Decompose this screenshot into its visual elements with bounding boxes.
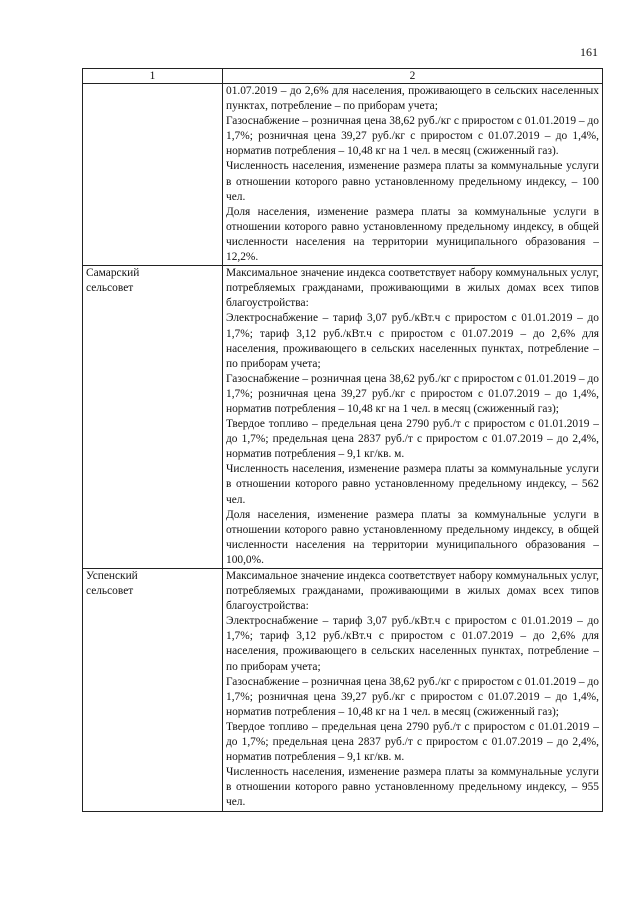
index-description-cell	[223, 569, 603, 812]
table-header-col-1: 1	[83, 69, 223, 84]
description-paragraph: Доля населения, изменение размера платы за коммунальные услуги в отношении которого равно установленному предельному индексу, в общей численности населения на территории муниципального образования – 12,2%.	[226, 205, 599, 264]
description-paragraph: 01.07.2019 – до 2,6% для населения, проживающего в сельских населенных пунктах, потребление – по приборам учета;	[226, 85, 599, 113]
table-header-row	[83, 69, 603, 84]
description-paragraph: Газоснабжение – розничная цена 38,62 руб./кг с приростом с 01.01.2019 – до 1,7%; розничная цена 39,27 руб./кг с приростом с 01.07.2019 – до 1,4%, норматив потребления – 10,48 кг на 1 чел. в месяц (сжиженный газ).	[226, 115, 599, 158]
document-table	[82, 68, 603, 812]
table-body	[83, 84, 603, 812]
description-paragraph: Электроснабжение – тариф 3,07 руб./кВт.ч с приростом с 01.01.2019 – до 1,7%; тариф 3,12 руб./кВт.ч с приростом с 01.07.2019 – до 2,6% для населения, проживающего в сельских населенных пунктах, потребление – по приборам учета;	[226, 615, 599, 673]
description-paragraph: Электроснабжение – тариф 3,07 руб./кВт.ч с приростом с 01.01.2019 – до 1,7%; тариф 3,12 руб./кВт.ч с приростом с 01.07.2019 – до 2,6% для населения, проживающего в сельских населенных пунктах, потребление – по приборам учета;	[226, 312, 599, 370]
description-paragraph: Численность населения, изменение размера платы за коммунальные услуги в отношении которого равно установленному предельному индексу, – 562 чел.	[226, 463, 599, 506]
table-row	[83, 569, 603, 812]
index-description-cell	[223, 84, 603, 266]
municipality-name: Самарский сельсовет	[83, 266, 223, 569]
municipality-name: Успенский сельсовет	[83, 569, 223, 812]
description-paragraph: Твердое топливо – предельная цена 2790 руб./т с приростом с 01.01.2019 – до 1,7%; предельная цена 2837 руб./т с приростом с 01.07.2019 – до 2,4%, норматив потребления – 9,1 кг/кв. м.	[226, 418, 599, 461]
description-paragraph: Максимальное значение индекса соответствует набору коммунальных услуг, потребляемых гражданами, проживающими в жилых домах всех типов благоустройства:	[226, 267, 599, 310]
description-paragraph: Газоснабжение – розничная цена 38,62 руб./кг с приростом с 01.01.2019 – до 1,7%; розничная цена 39,27 руб./кг с приростом с 01.07.2019 – до 1,4%, норматив потребления – 10,48 кг на 1 чел. в месяц (сжиженный газ);	[226, 675, 599, 718]
description-paragraph: Максимальное значение индекса соответствует набору коммунальных услуг, потребляемых гражданами, проживающими в жилых домах всех типов благоустройства:	[226, 570, 599, 613]
description-paragraph: Численность населения, изменение размера платы за коммунальные услуги в отношении которого равно установленному предельному индексу, – 100 чел.	[226, 160, 599, 203]
description-paragraph: Твердое топливо – предельная цена 2790 руб./т с приростом с 01.01.2019 – до 1,7%; предельная цена 2837 руб./т с приростом с 01.07.2019 – до 2,4%, норматив потребления – 9,1 кг/кв. м.	[226, 720, 599, 764]
description-paragraph: Численность населения, изменение размера платы за коммунальные услуги в отношении которого равно установленному предельному индексу, – 955 чел.	[226, 766, 599, 809]
table-header-col-2: 2	[223, 69, 603, 84]
description-paragraph: Доля населения, изменение размера платы за коммунальные услуги в отношении которого равно установленному предельному индексу, в общей численности населения на территории муниципального образования – 100,0%.	[226, 508, 599, 566]
table-row	[83, 84, 603, 266]
table-row	[83, 266, 603, 569]
municipality-name	[83, 84, 223, 266]
index-description-cell	[223, 266, 603, 569]
description-paragraph: Газоснабжение – розничная цена 38,62 руб./кг с приростом с 01.01.2019 – до 1,7%; розничная цена 39,27 руб./кг с приростом с 01.07.2019 – до 1,4%, норматив потребления – 10,48 кг на 1 чел. в месяц (сжиженный газ);	[226, 372, 599, 415]
page-number: 161	[580, 45, 598, 59]
